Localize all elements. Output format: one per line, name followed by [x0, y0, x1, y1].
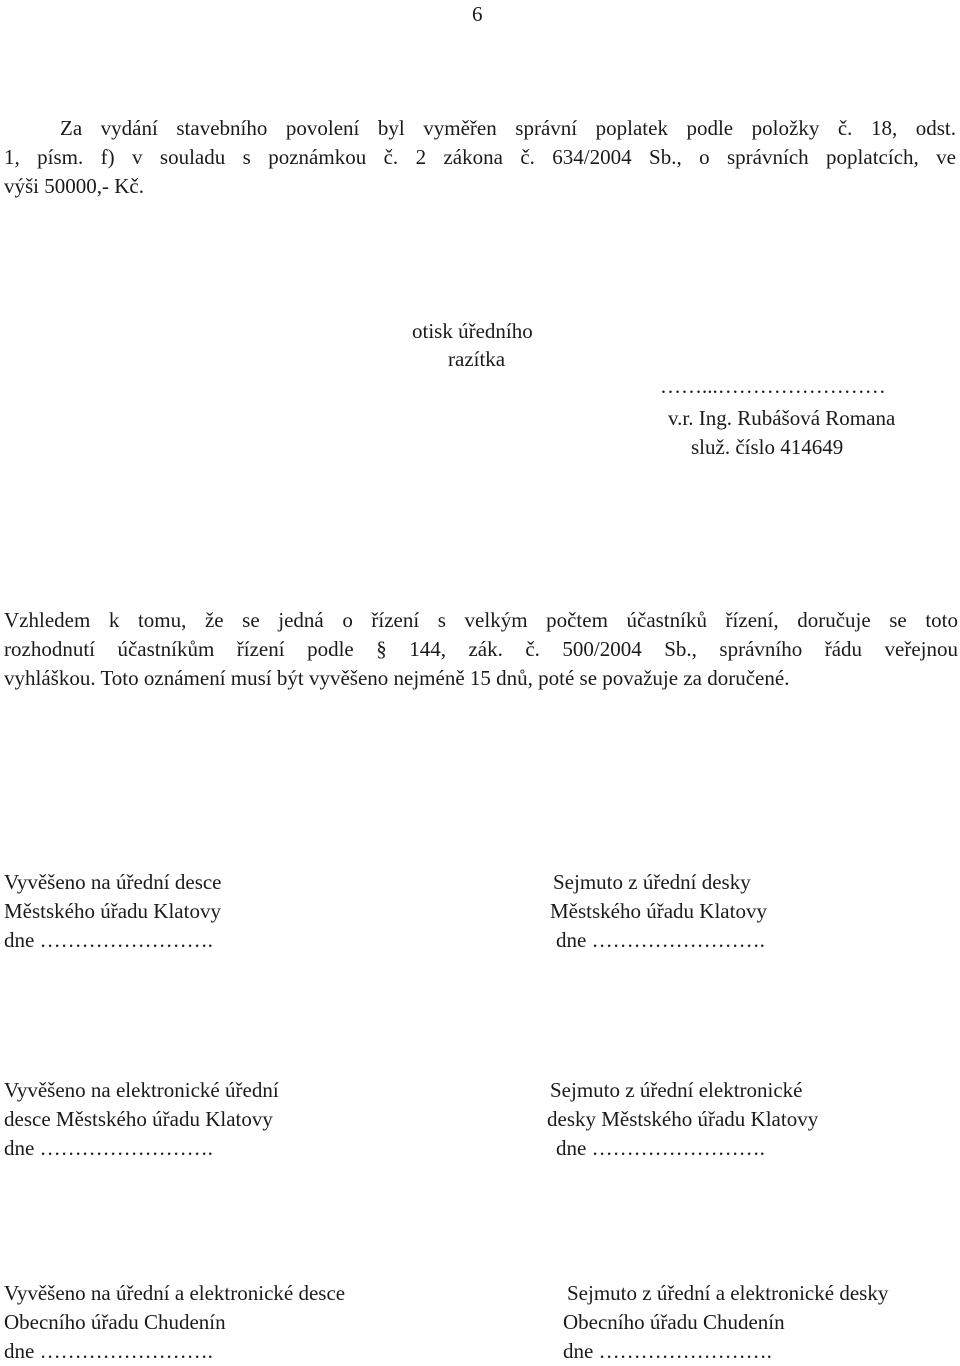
posting-3-left	[4, 1279, 345, 1366]
fee-line-2: 1, písm. f) v souladu s poznámkou č. 2 zákona č. 634/2004 Sb., o správních poplatcích, ve	[4, 145, 956, 169]
posting-2-right-line-2: desky Městského úřadu Klatovy	[547, 1107, 819, 1131]
official-number: služ. číslo 414649	[691, 435, 844, 459]
fee-line-3: výši 50000,- Kč.	[4, 174, 144, 198]
fee-line-1: Za vydání stavebního povolení byl vyměřen správní poplatek podle položky č. 18, odst.	[60, 116, 956, 140]
posting-3-right-line-1: Sejmuto z úřední a elektronické desky	[567, 1281, 889, 1305]
posting-1-left-line-1: Vyvěšeno na úřední desce	[4, 870, 222, 894]
delivery-line-2: rozhodnutí účastníkům řízení podle § 144, zák. č. 500/2004 Sb., správního řádu veřejnou	[4, 637, 958, 661]
posting-2-right	[547, 1076, 818, 1163]
signature-dots: ……...……………………	[660, 374, 886, 398]
delivery-line-3: vyhláškou. Toto oznámení musí být vyvěšeno nejméně 15 dnů, poté se považuje za doručené.	[4, 666, 790, 690]
posting-3-right-date: dne …………………….	[563, 1339, 772, 1363]
posting-1-left	[4, 868, 222, 955]
posting-1-right-line-2: Městského úřadu Klatovy	[550, 899, 767, 923]
delivery-line-1: Vzhledem k tomu, že se jedná o řízení s velkým počtem účastníků řízení, doručuje se toto	[4, 608, 958, 632]
posting-3-left-date: dne …………………….	[4, 1339, 213, 1363]
signatory-name: v.r. Ing. Rubášová Romana	[668, 406, 896, 430]
posting-3-right	[563, 1279, 888, 1366]
posting-2-left-line-1: Vyvěšeno na elektronické úřední	[4, 1078, 279, 1102]
posting-2-right-date: dne …………………….	[556, 1136, 765, 1160]
posting-2-left-date: dne …………………….	[4, 1136, 213, 1160]
posting-3-left-line-2: Obecního úřadu Chudenín	[4, 1310, 226, 1334]
posting-3-right-line-2: Obecního úřadu Chudenín	[563, 1310, 785, 1334]
page-number: 6	[472, 2, 483, 26]
stamp-label-line1: otisk úředního	[412, 319, 533, 343]
posting-2-right-line-1: Sejmuto z úřední elektronické	[550, 1078, 803, 1102]
posting-1-left-date: dne …………………….	[4, 928, 213, 952]
posting-2-left-line-2: desce Městského úřadu Klatovy	[4, 1107, 273, 1131]
posting-1-right-line-1: Sejmuto z úřední desky	[553, 870, 751, 894]
posting-1-right	[550, 868, 767, 955]
posting-1-right-date: dne …………………….	[556, 928, 765, 952]
posting-2-left	[4, 1076, 279, 1163]
fee-paragraph	[4, 114, 956, 201]
stamp-label-line2: razítka	[448, 347, 506, 371]
posting-1-left-line-2: Městského úřadu Klatovy	[4, 899, 221, 923]
delivery-paragraph	[4, 606, 958, 693]
posting-3-left-line-1: Vyvěšeno na úřední a elektronické desce	[4, 1281, 346, 1305]
